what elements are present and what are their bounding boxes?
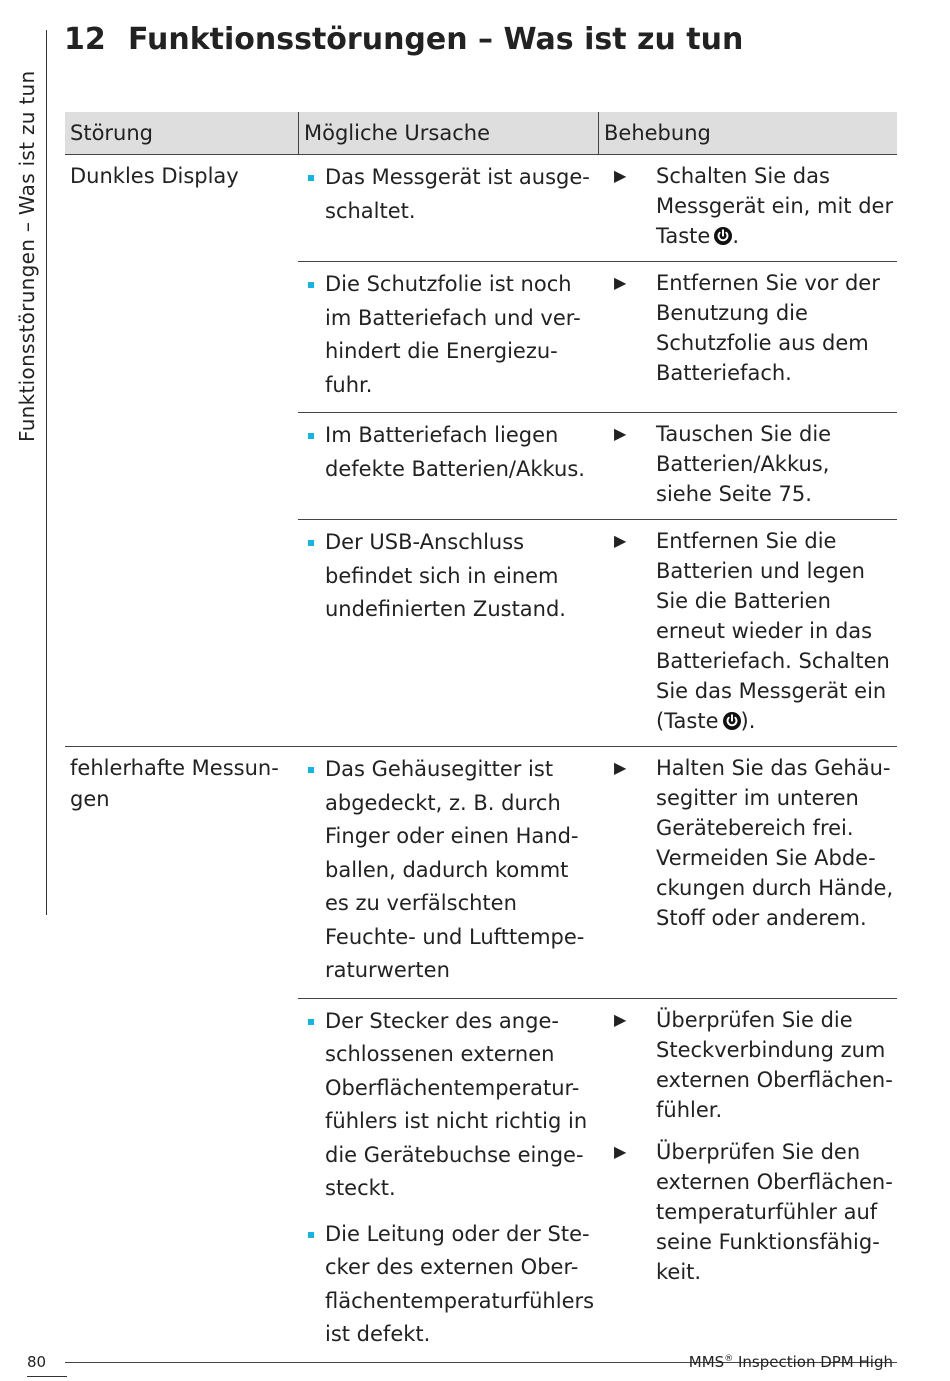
header-behebung: Behebung [598, 112, 897, 154]
group-rows [298, 155, 897, 746]
table-group [65, 155, 897, 747]
remedy-text [656, 526, 897, 736]
ursache-cell [298, 526, 598, 736]
ursache-cell [298, 419, 598, 509]
arrow-right-icon: ▶ [614, 531, 627, 550]
ursache-cell [298, 268, 598, 402]
remedy-text [656, 161, 897, 251]
bullet-icon [308, 1232, 314, 1238]
arrow-right-icon: ▶ [614, 758, 627, 777]
cause-text: Das Gehäusegitter ist abgedeckt, z. B. durch Finger oder einen Hand- ballen, dadurch kommt es zu verfälschten Feuchte- und Lufttempe- raturwerten [325, 757, 585, 982]
remedy-item [598, 161, 897, 251]
cause-text: Die Schutzfolie ist noch im Batteriefach und ver- hindert die Energiezu- fuhr. [325, 272, 581, 397]
footer-product: MMS [688, 1353, 725, 1371]
remedy-text-body: Überprüfen Sie den externen Oberflächen- temperaturfühler auf seine Funktionsfähig- keit. [656, 1139, 893, 1284]
table-row [298, 155, 897, 261]
cause-item [308, 753, 598, 988]
cause-item [308, 1218, 598, 1352]
ursache-cell [298, 1005, 598, 1352]
behebung-cell [598, 268, 897, 402]
power-icon [714, 223, 732, 241]
behebung-cell [598, 753, 897, 988]
cause-item [308, 161, 598, 228]
page-number: 80 [27, 1353, 47, 1371]
remedy-text [656, 268, 897, 388]
bullet-icon [308, 540, 314, 546]
troubleshooting-table [65, 112, 897, 1363]
table-row [298, 261, 897, 412]
stoerung-cell: Dunkles Display [70, 164, 239, 188]
footer-product-rest: Inspection DPM High [733, 1353, 893, 1371]
header-ursache: Mögliche Ursache [298, 112, 598, 154]
side-tab-label: Funktionsstörungen – Was ist zu tun [15, 70, 39, 442]
table-group [65, 747, 897, 1363]
behebung-cell [598, 526, 897, 736]
side-tab [0, 30, 48, 915]
behebung-cell [598, 1005, 897, 1352]
side-tab-divider [46, 30, 47, 915]
remedy-text-body: Überprüfen Sie die Steckverbindung zum externen Oberflächen- fühler. [656, 1007, 893, 1122]
remedy-text [656, 753, 897, 933]
group-rows [298, 747, 897, 1362]
arrow-right-icon: ▶ [614, 1009, 627, 1029]
chapter-title-text: Funktionsstörungen – Was ist zu tun [128, 22, 744, 57]
cause-text: Das Messgerät ist ausge- schaltet. [325, 165, 590, 223]
remedy-text-body: Halten Sie das Gehäu- segitter im unteren Gerätebereich frei. Vermeiden Sie Abde- ckungen durch Hände, Stoff oder anderem. [656, 756, 894, 930]
bullet-icon [308, 175, 314, 181]
behebung-cell [598, 419, 897, 509]
table-body [65, 155, 897, 1363]
ursache-cell [298, 161, 598, 251]
remedy-item [598, 419, 897, 509]
remedy-text-body: Entfernen Sie die Batterien und legen Sie die Batterien erneut wieder in das Batteriefach. Schalten Sie das Messgerät ein (Taste [656, 529, 890, 733]
stoerung-cell: fehlerhafte Messun- gen [70, 756, 279, 811]
registered-mark: ® [724, 1354, 734, 1364]
remedy-item [598, 268, 897, 388]
power-icon [723, 708, 741, 726]
table-header [65, 112, 897, 155]
remedy-item [598, 753, 897, 933]
remedy-text [656, 419, 897, 509]
cause-text: Im Batteriefach liegen defekte Batterien/Akkus. [325, 423, 585, 481]
bullet-icon [308, 767, 314, 773]
cause-text: Der USB-Anschluss befindet sich in einem undefinierten Zustand. [325, 530, 566, 621]
chapter-number: 12 [64, 22, 106, 57]
table-row [298, 747, 897, 998]
bullet-icon [308, 282, 314, 288]
remedy-text [656, 1137, 897, 1287]
arrow-right-icon: ▶ [614, 1141, 627, 1161]
bullet-icon [308, 1019, 314, 1025]
remedy-item [598, 1005, 897, 1125]
cause-item [308, 419, 598, 486]
table-row [298, 998, 897, 1362]
remedy-text [656, 1005, 897, 1125]
table-row [298, 519, 897, 746]
cause-item [308, 1005, 598, 1206]
remedy-text-body: Schalten Sie das Messgerät ein, mit der Taste [656, 164, 894, 248]
arrow-right-icon: ▶ [614, 424, 627, 443]
cause-text: Die Leitung oder der Ste- cker des externen Ober- flächentemperaturfühlers ist defekt. [325, 1221, 595, 1346]
cause-item [308, 526, 598, 627]
remedy-suffix: ). [740, 709, 756, 733]
page-number-underline [27, 1376, 67, 1377]
remedy-item [598, 526, 897, 736]
ursache-cell [298, 753, 598, 988]
cause-text: Der Stecker des ange- schlossenen externen Oberflächentemperatur- fühlers ist nicht richtig in die Gerätebuchse einge- steckt. [325, 1008, 588, 1200]
remedy-text-body: Tauschen Sie die Batterien/Akkus, siehe Seite 75. [656, 422, 832, 506]
arrow-right-icon: ▶ [614, 166, 627, 185]
header-stoerung: Störung [70, 121, 153, 145]
cause-item [308, 268, 598, 402]
remedy-text-body: Entfernen Sie vor der Benutzung die Schutzfolie aus dem Batteriefach. [656, 271, 880, 385]
footer-product-name [689, 1353, 893, 1371]
behebung-cell [598, 161, 897, 251]
remedy-item [598, 1137, 897, 1287]
arrow-right-icon: ▶ [614, 273, 627, 292]
bullet-icon [308, 433, 314, 439]
table-row [298, 412, 897, 519]
chapter-title [64, 22, 743, 57]
remedy-suffix: . [732, 224, 740, 248]
